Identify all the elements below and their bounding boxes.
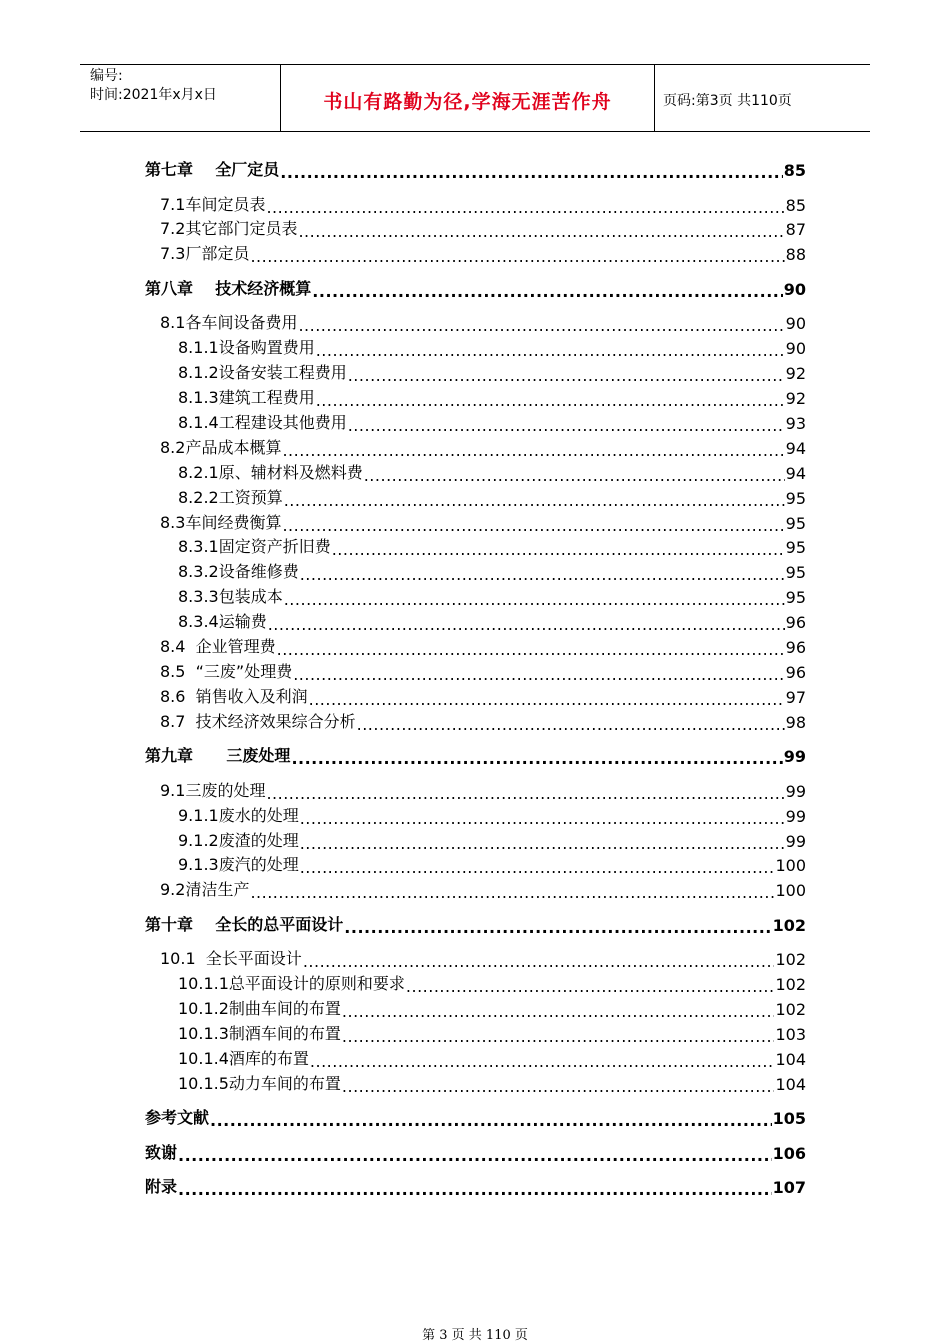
toc-entry-page: 102 <box>772 915 806 935</box>
toc-entry-page: 99 <box>783 747 806 767</box>
toc-chapter-entry[interactable] <box>145 913 806 935</box>
toc-section-entry[interactable] <box>178 585 806 607</box>
toc-entry-page: 92 <box>785 364 806 384</box>
toc-entry-title: 8.2.2工资预算 <box>178 487 283 507</box>
toc-entry-title: 8.3.4运输费 <box>178 612 267 632</box>
toc-entry-title: 9.2清洁生产 <box>160 880 250 900</box>
toc-section-entry[interactable] <box>178 560 806 582</box>
toc-section-entry[interactable] <box>178 1047 806 1069</box>
toc-section-entry[interactable] <box>178 535 806 557</box>
toc-entry-page: 102 <box>775 975 806 995</box>
toc-entry-title: 8.1.1设备购置费用 <box>178 338 315 358</box>
toc-section-entry[interactable] <box>160 710 806 732</box>
toc-section-entry[interactable] <box>178 486 806 508</box>
toc-entry-page: 87 <box>785 220 806 240</box>
toc-entry-page: 103 <box>775 1025 806 1044</box>
toc-chapter-entry[interactable] <box>145 158 806 180</box>
toc-dot-leader <box>316 394 785 408</box>
toc-section-entry[interactable] <box>160 193 806 215</box>
toc-section-entry[interactable] <box>178 411 806 433</box>
toc-entry-page: 94 <box>785 463 806 483</box>
toc-entry-title: 8.2.1原、辅材料及燃料费 <box>178 462 363 482</box>
toc-dot-leader <box>310 1055 775 1069</box>
toc-entry-title: 第八章 技术经济概算 <box>145 278 312 298</box>
toc-dot-leader <box>178 1149 772 1163</box>
toc-chapter-entry[interactable] <box>145 1175 806 1197</box>
toc-dot-leader <box>282 444 784 458</box>
toc-entry-title: 10.1.1总平面设计的原则和要求 <box>178 974 405 994</box>
toc-entry-page: 85 <box>783 161 806 180</box>
toc-entry-title: 10.1.3制酒车间的布置 <box>178 1024 341 1043</box>
toc-dot-leader <box>300 837 785 851</box>
toc-dot-leader <box>312 285 782 299</box>
toc-entry-title: 9.1.1废水的处理 <box>178 805 299 825</box>
toc-entry-page: 99 <box>785 806 806 826</box>
toc-section-entry[interactable] <box>160 660 806 682</box>
toc-entry-page: 90 <box>785 339 806 359</box>
toc-entry-title: 第九章 三废处理 <box>145 746 291 766</box>
toc-dot-leader <box>300 861 775 875</box>
document-number-label: 编号: <box>90 68 123 84</box>
toc-section-entry[interactable] <box>160 311 806 333</box>
toc-entry-page: 97 <box>785 687 806 707</box>
toc-entry-title: 8.6 销售收入及利润 <box>160 686 308 706</box>
toc-dot-leader <box>298 319 784 333</box>
toc-dot-leader <box>282 519 784 533</box>
toc-section-entry[interactable] <box>178 829 806 851</box>
toc-entry-title: 9.1.3废汽的处理 <box>178 855 299 875</box>
toc-dot-leader <box>342 1080 775 1094</box>
toc-section-entry[interactable] <box>160 878 806 900</box>
toc-section-entry[interactable] <box>178 1022 806 1044</box>
toc-entry-title: 8.4 企业管理费 <box>160 637 276 656</box>
toc-section-entry[interactable] <box>178 336 806 358</box>
toc-entry-page: 105 <box>772 1109 806 1129</box>
toc-entry-title: 9.1.2废渣的处理 <box>178 830 299 850</box>
page-footer: 第 3 页 共 110 页 <box>422 1328 528 1343</box>
toc-entry-page: 104 <box>775 1049 806 1069</box>
toc-dot-leader <box>316 344 785 358</box>
toc-entry-page: 106 <box>772 1143 806 1163</box>
toc-dot-leader <box>309 693 785 707</box>
toc-entry-page: 88 <box>785 245 806 265</box>
toc-entry-title: 第七章 全厂定员 <box>145 160 280 179</box>
page-header <box>80 64 870 132</box>
toc-dot-leader <box>266 201 784 215</box>
toc-entry-title: 8.7 技术经济效果综合分析 <box>160 711 356 731</box>
toc-chapter-entry[interactable] <box>145 1106 806 1128</box>
toc-dot-leader <box>291 752 782 766</box>
toc-dot-leader <box>300 812 785 826</box>
toc-entry-page: 90 <box>785 314 806 334</box>
toc-entry-title: 8.1.2设备安装工程费用 <box>178 363 347 383</box>
toc-section-entry[interactable] <box>178 461 806 483</box>
toc-entry-title: 10.1.5动力车间的布置 <box>178 1073 341 1093</box>
toc-dot-leader <box>284 494 785 508</box>
toc-entry-title: 7.3厂部定员 <box>160 244 250 264</box>
toc-dot-leader <box>266 787 784 801</box>
toc-section-entry[interactable] <box>178 361 806 383</box>
toc-dot-leader <box>250 886 774 900</box>
toc-section-entry[interactable] <box>178 610 806 632</box>
toc-chapter-entry[interactable] <box>145 744 806 766</box>
toc-dot-leader <box>344 921 771 935</box>
toc-dot-leader <box>348 369 785 383</box>
toc-entry-page: 104 <box>775 1074 806 1094</box>
toc-entry-title: 7.2其它部门定员表 <box>160 219 298 239</box>
toc-entry-page: 100 <box>775 856 806 876</box>
toc-entry-page: 95 <box>785 588 806 608</box>
toc-chapter-entry[interactable] <box>145 1141 806 1163</box>
toc-dot-leader <box>303 955 775 969</box>
toc-section-entry[interactable] <box>160 779 806 801</box>
toc-entry-title: 8.3车间经费衡算 <box>160 512 282 532</box>
toc-dot-leader <box>364 469 785 483</box>
toc-section-entry[interactable] <box>178 997 806 1019</box>
toc-dot-leader <box>348 419 785 433</box>
toc-entry-title: 第十章 全长的总平面设计 <box>145 914 344 934</box>
toc-section-entry[interactable] <box>178 1072 806 1094</box>
toc-entry-title: 附录 <box>145 1177 178 1197</box>
toc-entry-title: 9.1三废的处理 <box>160 780 266 800</box>
toc-entry-title: 10.1.4酒库的布置 <box>178 1048 309 1068</box>
toc-entry-title: 8.1各车间设备费用 <box>160 313 298 333</box>
toc-entry-title: 8.3.1固定资产折旧费 <box>178 537 331 557</box>
header-motto: 书山有路勤为径,学海无涯苦作舟 <box>281 65 655 131</box>
toc-entry-page: 90 <box>783 279 806 299</box>
toc-section-entry[interactable] <box>160 217 806 239</box>
toc-entry-title: 致谢 <box>145 1142 178 1162</box>
toc-entry-title: 10.1 全长平面设计 <box>160 949 302 969</box>
toc-entry-page: 98 <box>785 712 806 732</box>
toc-entry-page: 102 <box>775 1000 806 1020</box>
toc-dot-leader <box>178 1183 772 1197</box>
toc-section-entry[interactable] <box>160 436 806 458</box>
toc-dot-leader <box>293 668 784 682</box>
toc-entry-title: 10.1.2制曲车间的布置 <box>178 999 341 1019</box>
toc-entry-page: 99 <box>785 781 806 801</box>
toc-entry-page: 96 <box>785 662 806 682</box>
toc-dot-leader <box>298 225 784 239</box>
document-time-label: 时间:2021年x月x日 <box>90 87 217 103</box>
toc-dot-leader <box>280 166 782 180</box>
toc-entry-title: 8.1.3建筑工程费用 <box>178 388 315 407</box>
toc-entry-page: 95 <box>785 538 806 558</box>
toc-dot-leader <box>268 618 785 632</box>
toc-dot-leader <box>277 643 785 657</box>
toc-entry-page: 107 <box>772 1178 806 1198</box>
toc-section-entry[interactable] <box>178 853 806 875</box>
toc-entry-title: 8.2产品成本概算 <box>160 437 282 457</box>
toc-section-entry[interactable] <box>178 804 806 826</box>
toc-section-entry[interactable] <box>178 972 806 994</box>
toc-chapter-entry[interactable] <box>145 277 806 299</box>
toc-section-entry[interactable] <box>160 511 806 533</box>
toc-section-entry[interactable] <box>160 947 806 969</box>
toc-entry-page: 94 <box>785 438 806 458</box>
toc-entry-page: 95 <box>785 488 806 508</box>
toc-dot-leader <box>284 593 785 607</box>
toc-dot-leader <box>342 1030 775 1044</box>
toc-entry-page: 102 <box>775 950 806 970</box>
toc-entry-page: 99 <box>785 831 806 851</box>
toc-entry-title: 8.3.3包装成本 <box>178 587 283 607</box>
toc-entry-page: 85 <box>785 195 806 215</box>
toc-entry-page: 95 <box>785 563 806 583</box>
toc-entry-page: 92 <box>785 389 806 408</box>
toc-entry-page: 93 <box>785 413 806 433</box>
toc-entry-page: 96 <box>785 613 806 633</box>
toc-entry-title: 8.1.4工程建设其他费用 <box>178 412 347 432</box>
toc-entry-title: 8.3.2设备维修费 <box>178 562 299 582</box>
toc-section-entry[interactable] <box>178 386 806 408</box>
toc-dot-leader <box>406 980 775 994</box>
toc-section-entry[interactable] <box>160 685 806 707</box>
header-page-info: 页码:第3页 共110页 <box>663 93 792 109</box>
toc-section-entry[interactable] <box>160 635 806 657</box>
toc-dot-leader <box>342 1005 775 1019</box>
toc-entry-page: 100 <box>775 881 806 901</box>
toc-dot-leader <box>357 718 785 732</box>
toc-entry-title: 参考文献 <box>145 1108 210 1128</box>
toc-dot-leader <box>300 568 785 582</box>
toc-entry-title: 7.1车间定员表 <box>160 194 266 214</box>
header-meta <box>80 65 281 131</box>
toc-entry-page: 95 <box>785 513 806 533</box>
toc-dot-leader <box>250 250 784 264</box>
toc-dot-leader <box>332 543 785 557</box>
toc-entry-page: 96 <box>785 638 806 657</box>
toc-entry-title: 8.5 “三废”处理费 <box>160 661 293 681</box>
toc-dot-leader <box>210 1114 772 1128</box>
toc-section-entry[interactable] <box>160 242 806 264</box>
